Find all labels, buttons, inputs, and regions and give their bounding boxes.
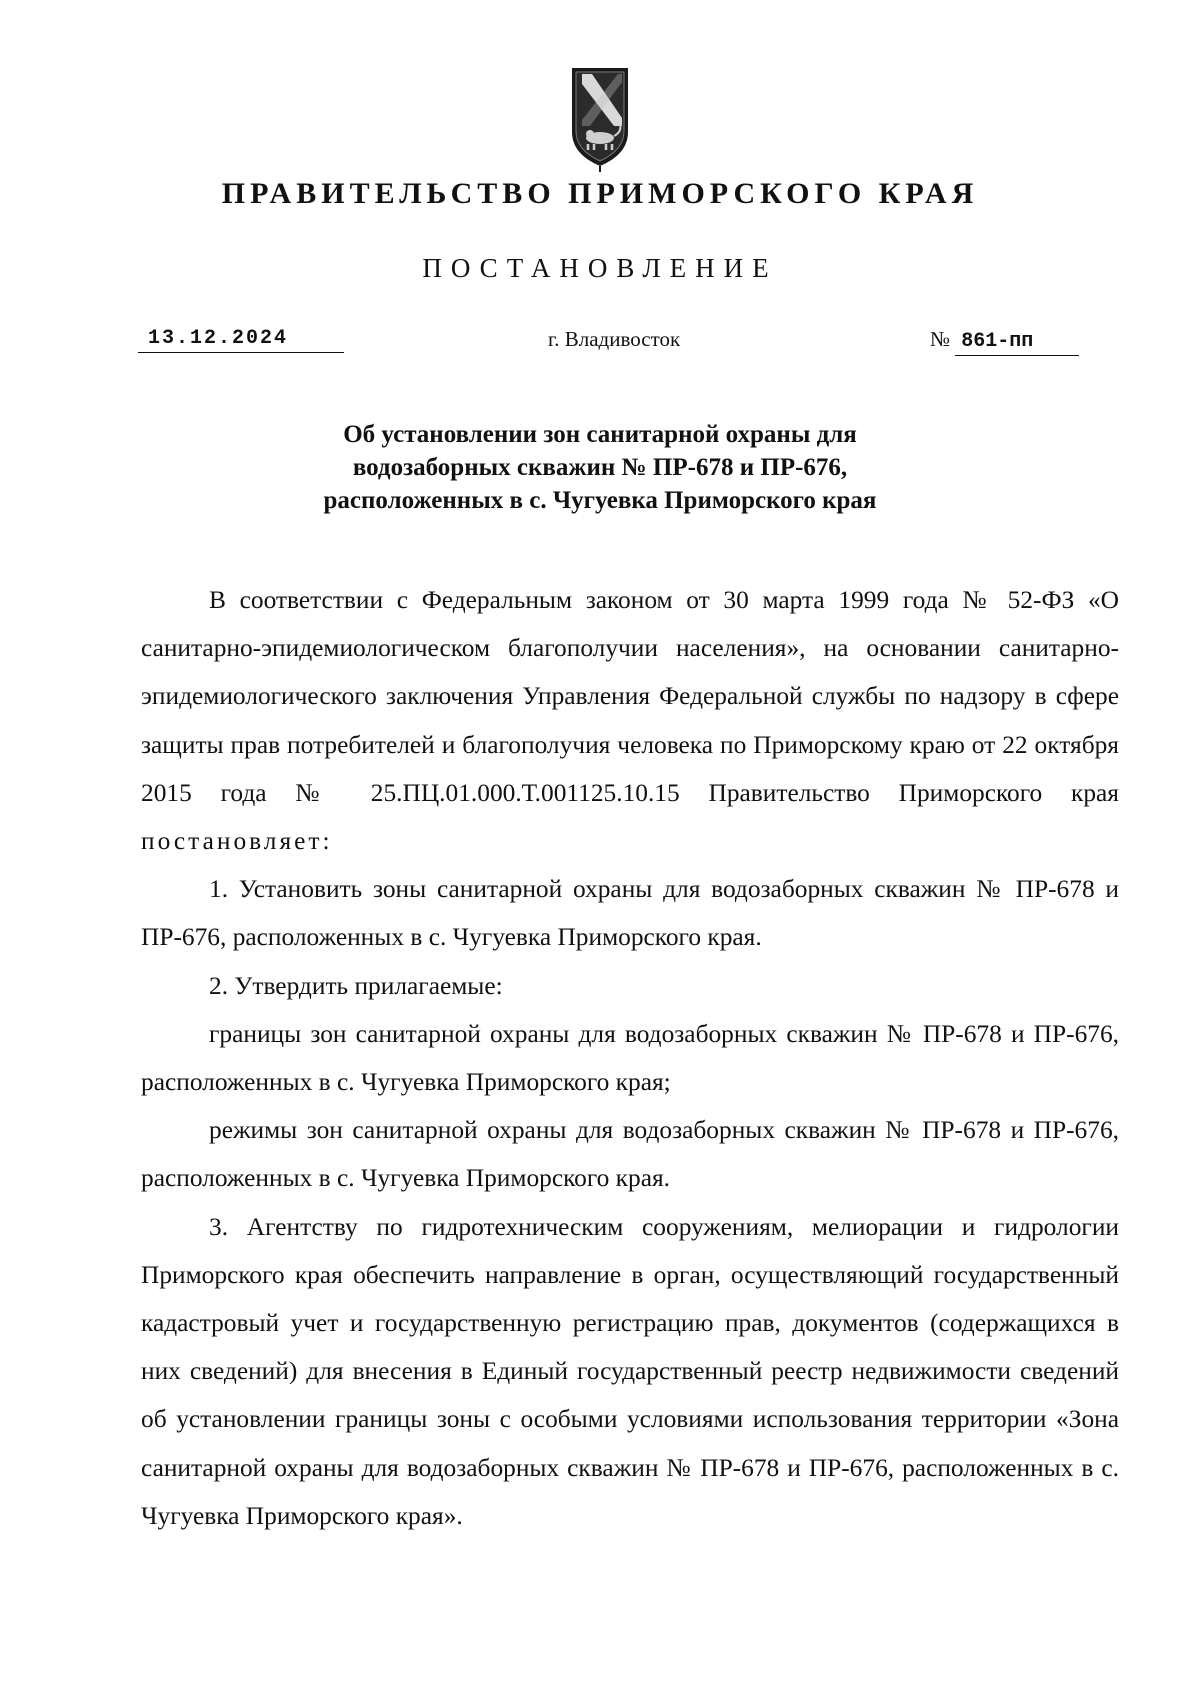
document-city: г. Владивосток xyxy=(548,327,681,351)
resolves-word: постановляет: xyxy=(141,827,333,856)
coat-of-arms-icon xyxy=(564,62,636,172)
clause-1: 1. Установить зоны санитарной охраны для водозаборных скважин № ПР-678 и ПР-676, расположенных в с. Чугуевка Приморского края. xyxy=(141,875,1119,952)
subject-line: водозаборных скважин № ПР-678 и ПР-676, xyxy=(352,454,848,481)
clause-3: 3. Агентству по гидротехническим сооружениям, мелиорации и гидрологии Приморского края обеспечить направление в орган, осуществляющий государственный кадастровый учет и государственную регистрацию прав, документов (содержащихся в них сведений) для внесения в Единый государственный реестр недвижимости сведений об установлении границы зоны с особыми условиями использования территории «Зона санитарной охраны для водозаборных скважин № ПР-678 и ПР-676, расположенных в с. Чугуевка Приморского края». xyxy=(141,1212,1119,1530)
clause-2: 2. Утвердить прилагаемые: xyxy=(209,971,503,1000)
clause-2-item-regimes: режимы зон санитарной охраны для водозаборных скважин № ПР-678 и ПР-676, расположенных в с. Чугуевка Приморского края. xyxy=(141,1116,1119,1193)
preamble-text: В соответствии с Федеральным законом от 30 марта 1999 года № 52-ФЗ «О санитарно-эпидемиологическом благополучии населения», на основании санитарно-эпидемиологического заключения Управления Федеральной службы по надзору в сфере защиты прав потребителей и благополучия человека по Приморскому краю от 22 октября 2015 года № 25.ПЦ.01.000.Т.001125.10.15 Правительство Приморского края xyxy=(141,586,1119,807)
subject-line: Об установлении зон санитарной охраны для xyxy=(343,421,857,448)
document-type: ПОСТАНОВЛЕНИЕ xyxy=(422,253,778,283)
preamble-paragraph xyxy=(141,576,1119,865)
number-value: 861-пп xyxy=(955,329,1079,356)
subject-line: расположенных в с. Чугуевка Приморского края xyxy=(323,487,877,514)
document-body xyxy=(141,576,1119,1540)
number-sign: № xyxy=(930,327,951,351)
government-title: ПРАВИТЕЛЬСТВО ПРИМОРСКОГО КРАЯ xyxy=(221,177,979,210)
clause-2-item-boundaries: границы зон санитарной охраны для водозаборных скважин № ПР-678 и ПР-676, расположенных в с. Чугуевка Приморского края; xyxy=(141,1019,1119,1097)
document-date: 13.12.2024 xyxy=(138,326,344,353)
document-number xyxy=(930,326,1079,356)
document-subject xyxy=(0,418,1200,517)
